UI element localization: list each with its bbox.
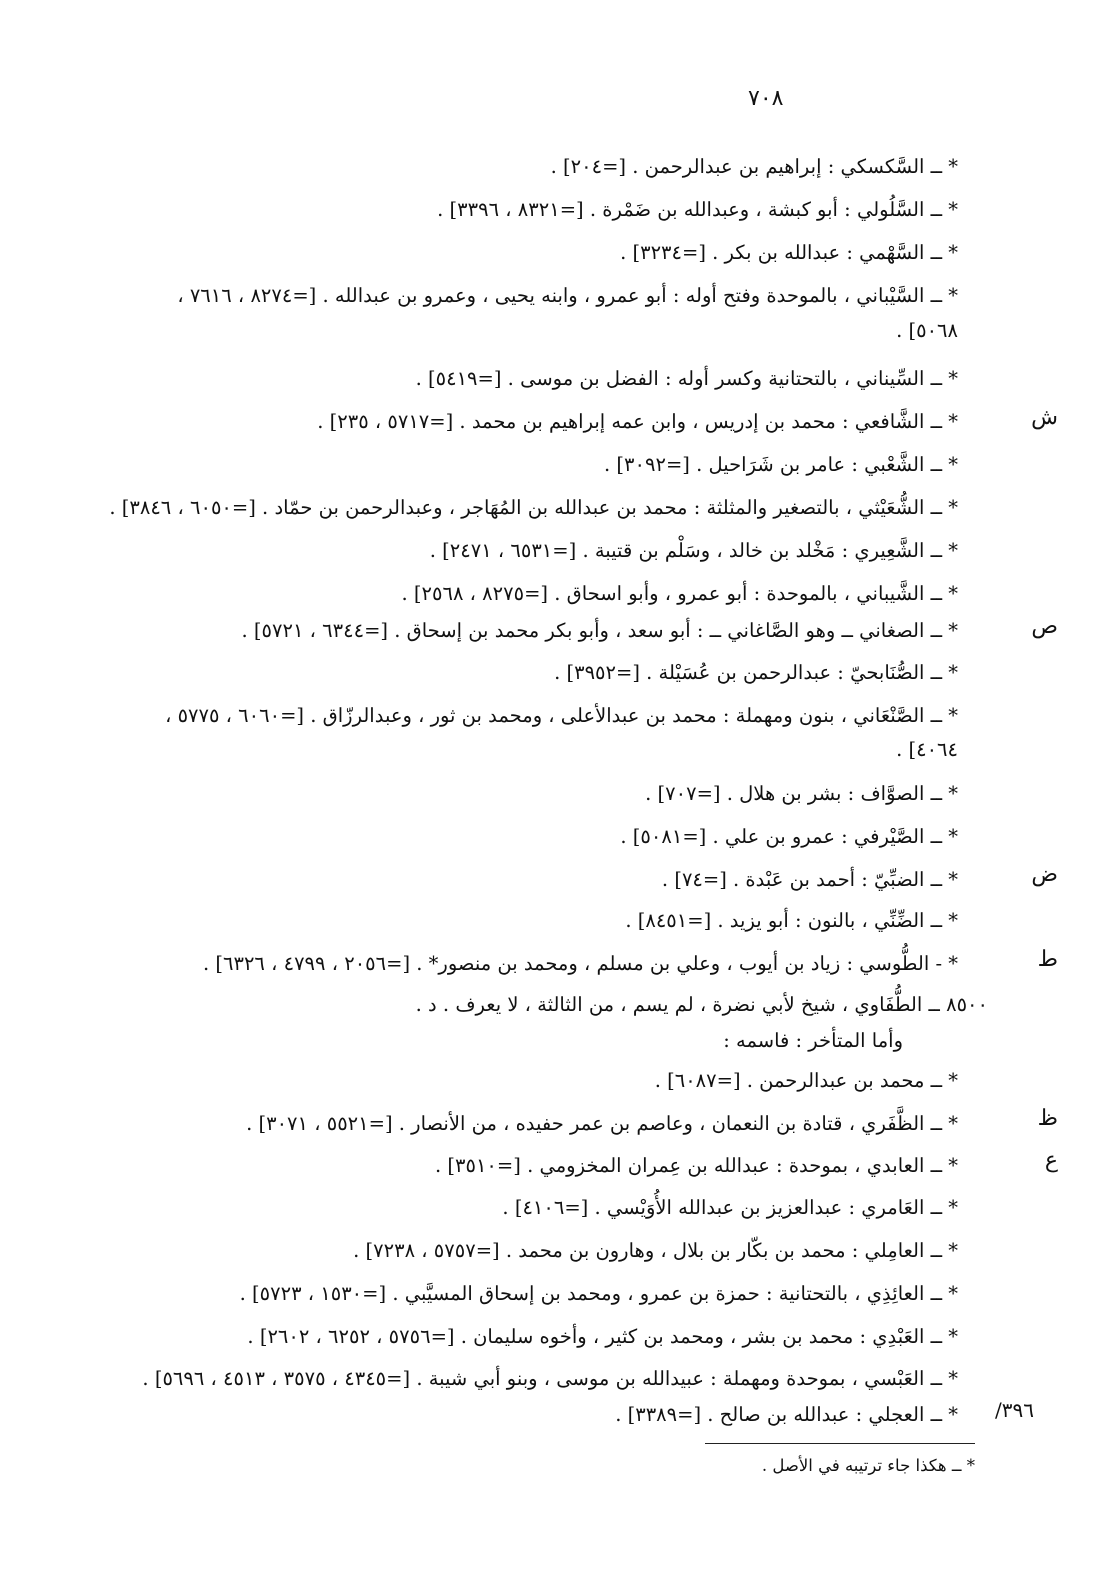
entry-line: * ــ العجلي : عبدالله بن صالح . [=٣٣٨٩] . xyxy=(615,1403,958,1426)
entry-line: * ــ العَبْدِي : محمد بن بشر ، ومحمد بن كثير ، وأخوه سليمان . [=٥٧٥٦ ، ٦٢٥٢ ، ٢٦٠٢] . xyxy=(247,1325,958,1348)
entry-continuation: ٤٠٦٤] . xyxy=(896,738,958,761)
entry-line: * ــ السَّيْباني ، بالموحدة وفتح أوله : أبو عمرو ، وابنه يحيى ، وعمرو بن عبدالله . [=٨٢٧٤ ، ٧٦١٦ ، xyxy=(177,284,958,307)
entry-line: * ــ العامِلي : محمد بن بكّار بن بلال ، وهارون بن محمد . [=٥٧٥٧ ، ٧٢٣٨] . xyxy=(353,1239,958,1262)
entry-line: * ــ الشُّعَيْثي ، بالتصغير والمثلثة : محمد بن عبدالله بن المُهَاجر ، وعبدالرحمن بن حمّاد . [=٦٠٥٠ ، ٣٨٤٦] . xyxy=(109,496,958,519)
entry-line: * ــ الصَّيْرفي : عمرو بن علي . [=٥٠٨١] . xyxy=(620,825,958,848)
entry-line: * ــ الصغاني ــ وهو الصَّاغاني ــ : أبو سعد ، وأبو بكر محمد بن إسحاق . [=٦٣٤٤ ، ٥٧٢١] . xyxy=(241,619,958,642)
entry-line: * ــ الصوَّاف : بشر بن هلال . [=٧٠٧] . xyxy=(645,782,958,805)
entry-line: * ــ الصُّنَابحيّ : عبدالرحمن بن عُسَيْلة . [=٣٩٥٢] . xyxy=(554,661,958,684)
entry-line: * ــ الشَّافعي : محمد بن إدريس ، وابن عمه إبراهيم بن محمد . [=٥٧١٧ ، ٢٣٥] . xyxy=(317,410,958,433)
entry-note: وأما المتأخر : فاسمه : xyxy=(723,1029,903,1052)
footnote: * ــ هكذا جاء ترتيبه في الأصل . xyxy=(761,1456,975,1475)
section-letter: ش xyxy=(1031,405,1058,430)
entry-continuation: ٥٠٦٨] . xyxy=(896,319,958,342)
entry-line: * ــ الضبِّيّ : أحمد بن عَبْدة . [=٧٤] . xyxy=(661,868,958,891)
entry-line: * ــ السَّلُولي : أبو كبشة ، وعبدالله بن ضَمْرة . [=٨٣٢١ ، ٣٣٩٦] . xyxy=(437,198,958,221)
entry-line: * ــ العَامري : عبدالعزيز بن عبدالله الأُوَيْسي . [=٤١٠٦] . xyxy=(502,1196,958,1219)
entry-line: * ــ الشَّيباني ، بالموحدة : أبو عمرو ، وأبو اسحاق . [=٨٢٧٥ ، ٢٥٦٨] . xyxy=(401,582,958,605)
entry-line: * ــ الشَّعْبي : عامر بن شَرَاحيل . [=٣٠٩٢] . xyxy=(604,453,958,476)
entry-line: * ــ العائِذِي ، بالتحتانية : حمزة بن عمرو ، ومحمد بن إسحاق المسيَّبي . [=١٥٣٠ ، ٥٧٢٣] . xyxy=(239,1282,958,1305)
entry-line: * ــ الصَّنْعَاني ، بنون ومهملة : محمد بن عبدالأعلى ، ومحمد بن ثور ، وعبدالرزّاق . [=٦٠٦٠ ، ٥٧٧٥ ، xyxy=(165,704,958,727)
entry-line: * ــ الظَّفَري ، قتادة بن النعمان ، وعاصم بن عمر حفيده ، من الأنصار . [=٥٥٢١ ، ٣٠٧١] . xyxy=(246,1112,958,1135)
section-letter: ع xyxy=(1044,1148,1058,1173)
margin-reference: ٣٩٦/ xyxy=(995,1398,1034,1422)
numbered-entry: ٨٥٠٠ ــ الطُّفَاوي ، شيخ لأبي نضرة ، لم يسم ، من الثالثة ، لا يعرف . د . xyxy=(415,993,988,1016)
entry-line: * ــ الشَّعِيري : مَخْلد بن خالد ، وسَلْم بن قتيبة . [=٦٥٣١ ، ٢٤٧١] . xyxy=(429,539,958,562)
entry-line: * ــ الضِّنِّي ، بالنون : أبو يزيد . [=٨٤٥١] . xyxy=(625,909,958,932)
footnote-divider xyxy=(705,1443,975,1444)
entry-line: * ــ السَّكسكي : إبراهيم بن عبدالرحمن . [=٢٠٤] . xyxy=(550,155,958,178)
page-number: ٧٠٨ xyxy=(748,86,784,111)
entry-line: * - الطُّوسي : زياد بن أيوب ، وعلي بن مسلم ، ومحمد بن منصور* . [=٢٠٥٦ ، ٤٧٩٩ ، ٦٣٢٦] . xyxy=(202,952,958,975)
entry-line: * ــ العابدي ، بموحدة : عبدالله بن عِمران المخزومي . [=٣٥١٠] . xyxy=(435,1154,958,1177)
entry-line: * ــ السَّهْمي : عبدالله بن بكر . [=٣٢٣٤] . xyxy=(620,241,958,264)
entry-line: * ــ السِّيناني ، بالتحتانية وكسر أوله : الفضل بن موسى . [=٥٤١٩] . xyxy=(415,367,958,390)
entry-line: * ــ محمد بن عبدالرحمن . [=٦٠٨٧] . xyxy=(654,1069,958,1092)
section-letter: ض xyxy=(1031,862,1058,887)
section-letter: ص xyxy=(1031,614,1058,639)
entry-line: * ــ العَبْسي ، بموحدة ومهملة : عبيدالله بن موسى ، وبنو أبي شيبة . [=٤٣٤٥ ، ٣٥٧٥ ، ٤٥١٣ ، ٥٦٩٦] . xyxy=(142,1367,958,1390)
section-letter: ط xyxy=(1037,947,1058,972)
section-letter: ظ xyxy=(1037,1106,1058,1131)
